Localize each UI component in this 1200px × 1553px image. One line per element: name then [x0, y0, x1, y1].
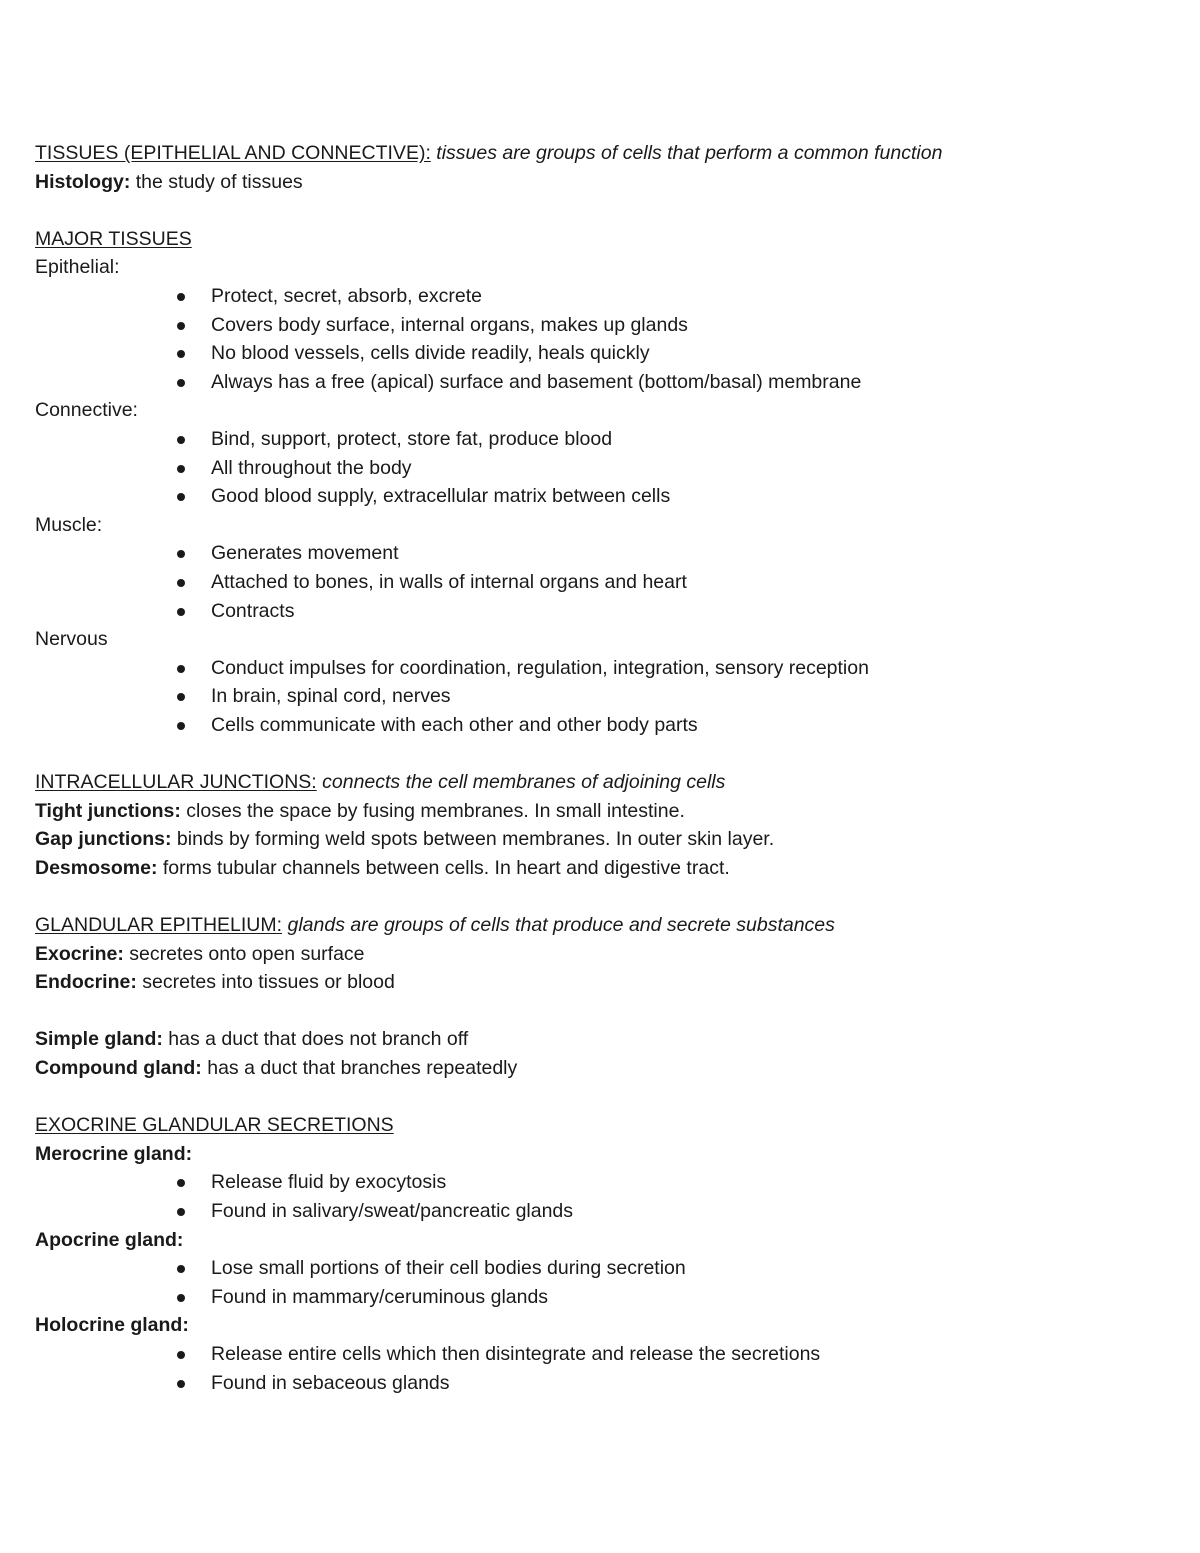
bullet-icon — [35, 711, 211, 740]
definition-term: Gap junctions: — [35, 828, 172, 851]
list-item — [211, 568, 1165, 597]
bullet-icon — [35, 311, 211, 340]
definition-text: secretes onto open surface — [123, 942, 365, 965]
list-item — [211, 711, 1165, 740]
list-item — [211, 654, 1165, 683]
tissue-label-muscle: Muscle: — [35, 513, 103, 536]
secretions-heading: EXOCRINE GLANDULAR SECRETIONS — [35, 1114, 394, 1137]
bullet-icon — [35, 482, 211, 511]
nervous-list — [35, 654, 1165, 740]
list-item — [211, 539, 1165, 568]
list-item — [211, 282, 1165, 311]
list-item — [211, 454, 1165, 483]
spacer — [35, 739, 1165, 768]
section-heading-major-tissues — [35, 225, 1165, 254]
major-tissues-heading: MAJOR TISSUES — [35, 227, 192, 250]
bullet-icon — [35, 282, 211, 311]
definition-term: Endocrine: — [35, 971, 137, 994]
junctions-heading: INTRACELLULAR JUNCTIONS: — [35, 771, 317, 794]
list-item — [211, 1283, 1165, 1312]
bullet-icon — [35, 339, 211, 368]
list-item-text: Found in salivary/sweat/pancreatic glands — [211, 1199, 574, 1222]
bullet-icon — [35, 539, 211, 568]
histology-text: the study of tissues — [130, 170, 303, 193]
list-item-text: No blood vessels, cells divide readily, heals quickly — [211, 342, 650, 365]
section-heading-junctions — [35, 768, 1165, 797]
definition-tight-junctions — [35, 797, 1165, 826]
list-item — [211, 368, 1165, 397]
muscle-list — [35, 539, 1165, 625]
list-item — [211, 339, 1165, 368]
list-item-text: All throughout the body — [211, 456, 412, 479]
definition-text: secretes into tissues or blood — [136, 971, 395, 994]
gland-label-merocrine: Merocrine gland: — [35, 1142, 193, 1165]
bullet-icon — [35, 1369, 211, 1398]
spacer — [35, 997, 1165, 1026]
list-item-text: Attached to bones, in walls of internal organs and heart — [211, 570, 687, 593]
epithelial-list — [35, 282, 1165, 396]
bullet-icon — [35, 597, 211, 626]
definition-gap-junctions — [35, 825, 1165, 854]
definition-text: has a duct that does not branch off — [162, 1028, 469, 1051]
list-item-text: Cells communicate with each other and other body parts — [211, 713, 698, 736]
list-item-text: Lose small portions of their cell bodies during secretion — [211, 1257, 686, 1280]
list-item — [211, 1197, 1165, 1226]
bullet-icon — [35, 1283, 211, 1312]
definition-text: closes the space by fusing membranes. In small intestine. — [180, 799, 685, 822]
bullet-icon — [35, 1254, 211, 1283]
definition-term: Exocrine: — [35, 942, 124, 965]
histology-term: Histology: — [35, 170, 131, 193]
bullet-icon — [35, 568, 211, 597]
merocrine-list — [35, 1168, 1165, 1225]
list-item-text: Conduct impulses for coordination, regulation, integration, sensory reception — [211, 656, 869, 679]
spacer — [35, 1083, 1165, 1112]
list-item — [211, 311, 1165, 340]
definition-term: Tight junctions: — [35, 799, 181, 822]
list-item — [211, 1168, 1165, 1197]
definition-term: Compound gland: — [35, 1057, 202, 1079]
list-item — [211, 682, 1165, 711]
list-item-text: Covers body surface, internal organs, makes up glands — [211, 313, 688, 336]
definition-desmosome — [35, 854, 1165, 883]
list-item-text: Bind, support, protect, store fat, produce blood — [211, 427, 613, 450]
list-item-text: Always has a free (apical) surface and basement (bottom/basal) membrane — [211, 370, 862, 393]
connective-list — [35, 425, 1165, 511]
spacer — [35, 882, 1165, 911]
tissue-label-epithelial: Epithelial: — [35, 256, 120, 279]
bullet-icon — [35, 425, 211, 454]
gland-label-apocrine: Apocrine gland: — [35, 1228, 184, 1251]
spacer — [35, 196, 1165, 225]
list-item-text: Found in mammary/ceruminous glands — [211, 1285, 549, 1308]
definition-compound-gland — [35, 1054, 1165, 1083]
bullet-icon — [35, 682, 211, 711]
holocrine-list — [35, 1340, 1165, 1397]
list-item-text: Protect, secret, absorb, excrete — [211, 284, 482, 307]
section-heading-glandular — [35, 911, 1165, 940]
list-item — [211, 1340, 1165, 1369]
list-item-text: Good blood supply, extracellular matrix between cells — [211, 485, 671, 508]
document-page — [35, 139, 1165, 1397]
tissue-label-nervous: Nervous — [35, 628, 108, 651]
definition-term: Simple gland: — [35, 1028, 163, 1051]
main-heading-description: tissues are groups of cells that perform a common function — [430, 142, 943, 164]
histology-definition — [35, 168, 1165, 197]
list-item — [211, 482, 1165, 511]
list-item — [211, 597, 1165, 626]
bullet-icon — [35, 1340, 211, 1369]
bullet-icon — [35, 654, 211, 683]
definition-text: binds by forming weld spots between membranes. In outer skin layer. — [171, 828, 775, 851]
list-item — [211, 425, 1165, 454]
title-line — [35, 139, 1165, 168]
list-item-text: Release fluid by exocytosis — [211, 1171, 447, 1194]
apocrine-list — [35, 1254, 1165, 1311]
list-item-text: Found in sebaceous glands — [211, 1371, 450, 1394]
definition-endocrine — [35, 968, 1165, 997]
bullet-icon — [35, 368, 211, 397]
tissue-label-connective: Connective: — [35, 399, 138, 422]
list-item-text: Release entire cells which then disintegrate and release the secretions — [211, 1342, 821, 1365]
definition-text: forms tubular channels between cells. In heart and digestive tract. — [157, 856, 730, 879]
bullet-icon — [35, 1197, 211, 1226]
definition-term: Desmosome: — [35, 856, 158, 879]
list-item-text: Generates movement — [211, 542, 399, 565]
list-item-text: Contracts — [211, 599, 295, 622]
definition-exocrine — [35, 940, 1165, 969]
junctions-description: connects the cell membranes of adjoining cells — [316, 771, 726, 794]
section-heading-secretions — [35, 1111, 1165, 1140]
definition-text: has a duct that branches repeatedly — [201, 1057, 518, 1079]
list-item — [211, 1369, 1165, 1398]
list-item — [211, 1254, 1165, 1283]
glandular-heading: GLANDULAR EPITHELIUM: — [35, 914, 283, 937]
bullet-icon — [35, 1168, 211, 1197]
main-heading: TISSUES (EPITHELIAL AND CONNECTIVE): — [35, 142, 431, 164]
bullet-icon — [35, 454, 211, 483]
list-item-text: In brain, spinal cord, nerves — [211, 685, 451, 708]
gland-label-holocrine: Holocrine gland: — [35, 1314, 189, 1337]
glandular-description: glands are groups of cells that produce and secrete substances — [282, 914, 835, 937]
definition-simple-gland — [35, 1025, 1165, 1054]
